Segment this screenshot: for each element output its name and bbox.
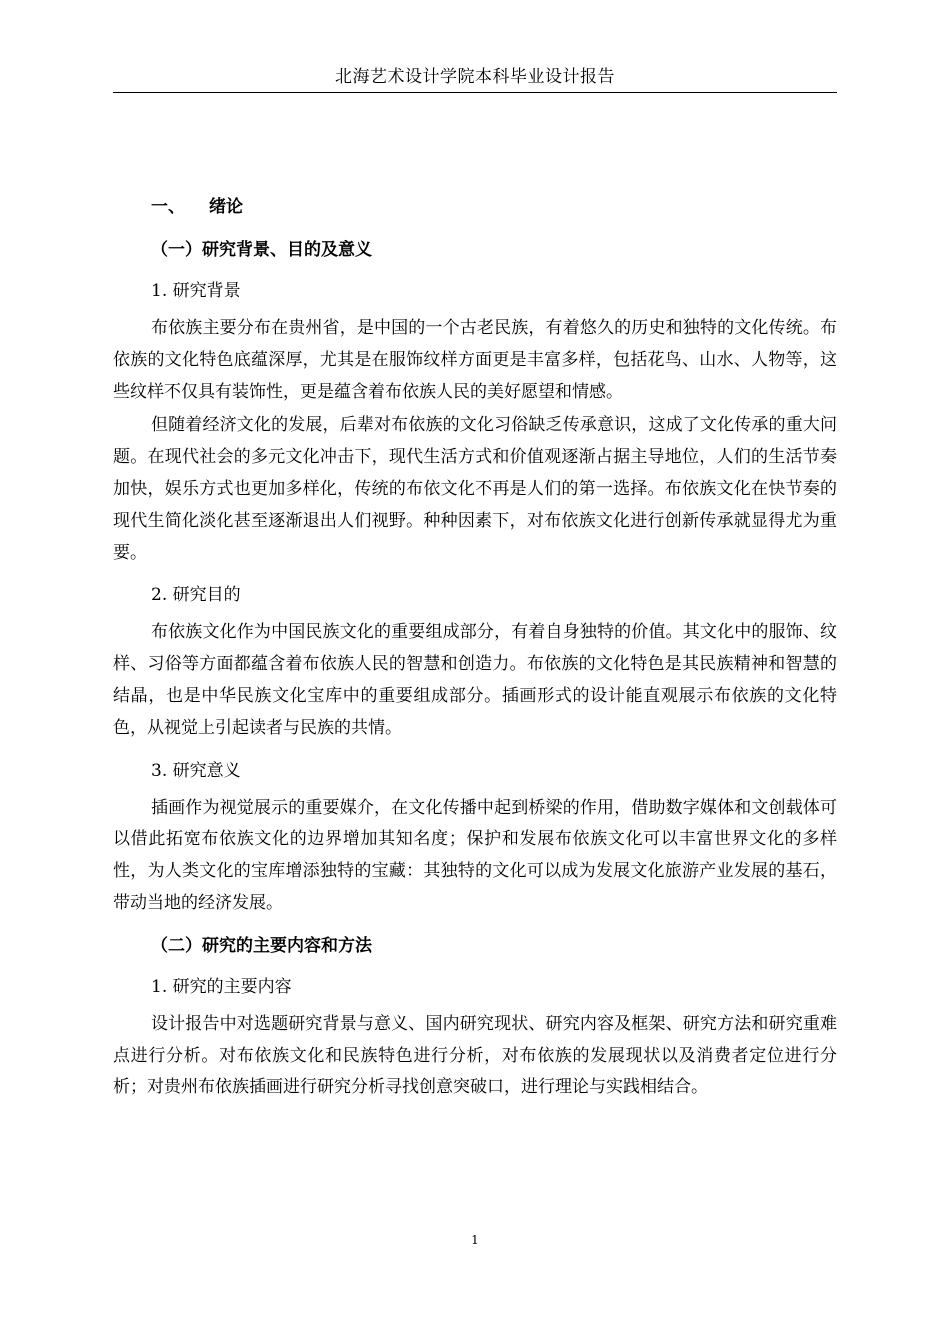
chapter-title: 绪论 <box>209 197 243 217</box>
body-content <box>113 189 837 1106</box>
paragraph-significance: 插画作为视觉展示的重要媒介，在文化传播中起到桥梁的作用，借助数字媒体和文创载体可以借此拓宽布依族文化的边界增加其知名度；保护和发展布依族文化可以丰富世界文化的多样性，为人类文化的宝库增添独特的宝藏：其独特的文化可以成为发展文化旅游产业发展的基石，带动当地的经济发展。 <box>113 797 837 913</box>
chapter-number: 一、 <box>151 197 185 217</box>
paragraph-content: 设计报告中对选题研究背景与意义、国内研究现状、研究内容及框架、研究方法和研究重难点进行分析。对布依族文化和民族特色进行分析，对布依族的发展现状以及消费者定位进行分析；对贵州布依族插画进行研究分析寻找创意突破口，进行理论与实践相结合。 <box>113 1013 837 1098</box>
subsection-heading-purpose: 2. 研究目的 <box>151 585 241 606</box>
paragraph-purpose: 布依族文化作为中国民族文化的重要组成部分，有着自身独特的价值。其文化中的服饰、纹样、习俗等方面都蕴含着布依族人民的智慧和创造力。布依族的文化特色是其民族精神和智慧的结晶，也是中华民族文化宝库中的重要组成部分。插画形式的设计能直观展示布依族的文化特色，从视觉上引起读者与民族的共情。 <box>113 622 837 738</box>
subsection-heading-content: 1. 研究的主要内容 <box>151 976 292 997</box>
running-header: 北海艺术设计学院本科毕业设计报告 <box>335 67 615 87</box>
paragraph-background-1: 布依族主要分布在贵州省，是中国的一个古老民族，有着悠久的历史和独特的文化传统。布依族的文化特色底蕴深厚，尤其是在服饰纹样方面更是丰富多样，包括花鸟、山水、人物等，这些纹样不仅具有装饰性，更是蕴含着布依族人民的美好愿望和情感。 <box>113 318 837 402</box>
section-heading-1: （一）研究背景、目的及意义 <box>151 240 372 260</box>
subsection-heading-significance: 3. 研究意义 <box>151 760 241 781</box>
chapter-heading <box>113 189 837 225</box>
paragraph-background-2: 但随着经济文化的发展，后辈对布依族的文化习俗缺乏传承意识，这成了文化传承的重大问题。在现代社会的多元文化冲击下，现代生活方式和价值观逐渐占据主导地位，人们的生活节奏加快，娱乐方式也更加多样化，传统的布依文化不再是人们的第一选择。布依族文化在快节奏的现代生简化淡化甚至逐渐退出人们视野。种种因素下，对布依族文化进行创新传承就显得尤为重要。 <box>113 415 837 563</box>
header-divider <box>113 92 837 93</box>
section-heading-2: （二）研究的主要内容和方法 <box>151 935 372 956</box>
page-number: 1 <box>471 1233 479 1247</box>
subsection-heading-background: 1. 研究背景 <box>151 281 241 301</box>
